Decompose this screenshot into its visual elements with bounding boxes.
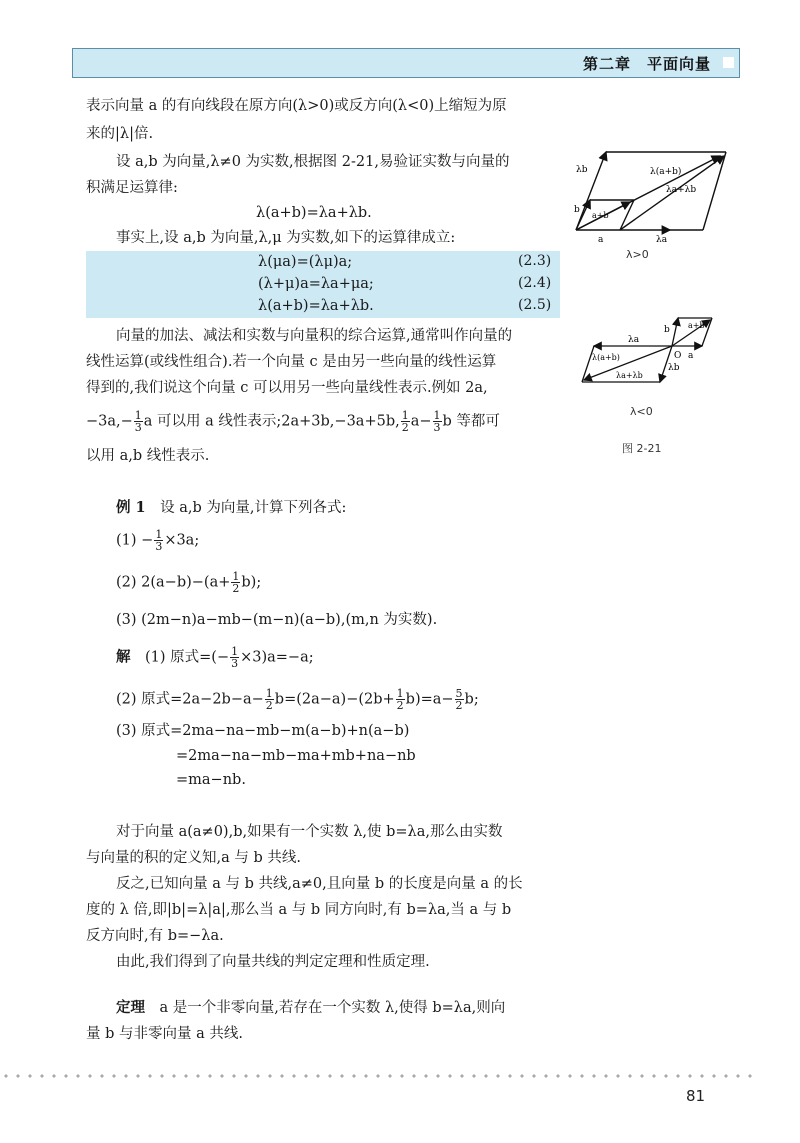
chapter-title: 第二章 平面向量 (582, 55, 711, 73)
fig-bottom-label-O: O (674, 351, 682, 361)
para5-line2: 与向量的积的定义知,a 与 b 共线. (86, 850, 301, 866)
para4-line1: 向量的加法、减法和实数与向量积的综合运算,通常叫作向量的 (116, 328, 513, 344)
example-q2: (2) 2(a−b)−(a+ $\frac{1}{2}$ b); (116, 570, 262, 595)
fig-top-label-b: b (574, 205, 580, 215)
para2-line1: 设 a,b 为向量,λ≠0 为实数,根据图 2-21,易验证实数与向量的 (116, 154, 510, 170)
chapter-header (72, 48, 740, 78)
fig-top-label-la: λa (656, 235, 668, 245)
law-number-1: (2.3) (518, 253, 552, 269)
law-eq-2: (λ+μ)a=λa+μa; (258, 276, 374, 292)
figure-caption-negative: λ<0 (630, 405, 653, 418)
solution-3-line2: =2ma−na−mb−ma+mb+na−nb (176, 748, 416, 764)
para6-line2: 度的 λ 倍,即|b|=λ|a|,那么当 a 与 b 同方向时,有 b=λa,当 a 与 b (86, 902, 512, 918)
para2-line2: 积满足运算律: (86, 180, 178, 196)
fraction-one-half: $\frac{1}{2}$ (401, 409, 409, 434)
fig-top-label-a: a (598, 235, 604, 245)
para4-line3: 得到的,我们说这个向量 c 可以用另一些向量线性表示.例如 2a, (86, 380, 488, 396)
solution-2: (2) 原式=2a−2b−a− $\frac{1}{2}$ b=(2a−a)−(2b+ $\frac{1}{2}$ b)=a− $\frac{5}{2}$ b; (116, 687, 479, 712)
solution-3-line1: (3) 原式=2ma−na−mb−m(a−b)+n(a−b) (116, 723, 410, 739)
fig-bottom-label-lb: λb (668, 363, 680, 373)
header-square-decoration (723, 57, 734, 68)
para7-line1: 由此,我们得到了向量共线的判定定理和性质定理. (116, 954, 430, 970)
para4-line4: −3a,− $\frac{1}{3}$ a 可以用 a 线性表示;2a+3b,−3a+5b, $\frac{1}{2}$ a− $\frac{1}{3}$ b 等都可 (86, 409, 500, 434)
para3-line1: 事实上,设 a,b 为向量,λ,μ 为实数,如下的运算律成立: (116, 230, 456, 246)
para4-line2: 线性运算(或线性组合).若一个向量 c 是由另一些向量的线性运算 (86, 354, 497, 370)
para6-line3: 反方向时,有 b=−λa. (86, 928, 224, 944)
fig-top-label-lb: λb (576, 165, 588, 175)
fig-bottom-label-la: λa (628, 335, 640, 345)
fig-bottom-label-b: b (664, 325, 670, 335)
figure-top-parallelogram (568, 138, 748, 258)
theorem-line2: 量 b 与非零向量 a 共线. (86, 1026, 243, 1042)
example-q3: (3) (2m−n)a−mb−(m−n)(a−b),(m,n 为实数). (116, 612, 438, 628)
solution-label: 解 (116, 648, 131, 666)
law-eq-1: λ(μa)=(λμ)a; (258, 254, 353, 270)
para1-line1: 表示向量 a 的有向线段在原方向(λ>0)或反方向(λ<0)上缩短为原 (86, 98, 507, 114)
example-label: 例 1 (116, 499, 146, 516)
law-number-2: (2.4) (518, 275, 552, 291)
example-1-heading: 例 1 设 a,b 为向量,计算下列各式: (116, 499, 347, 516)
law-number-3: (2.5) (518, 297, 552, 313)
fig-bottom-label-lab: λ(a+b) (592, 353, 620, 362)
law-eq-3: λ(a+b)=λa+λb. (258, 298, 374, 314)
figure-caption-positive: λ>0 (626, 248, 649, 261)
fig-top-label-lalb: λa+λb (666, 185, 697, 195)
figure-caption: 图 2-21 (622, 442, 662, 455)
footer-dotted-line (0, 1074, 760, 1078)
para1-line2: 来的|λ|倍. (86, 126, 154, 142)
example-q1: (1) − $\frac{1}{3}$ ×3a; (116, 528, 200, 553)
fraction-one-third: $\frac{1}{3}$ (134, 409, 142, 434)
fig-top-label-lab: λ(a+b) (650, 167, 682, 177)
solution-1: 解 (1) 原式=(− $\frac{1}{3}$ ×3)a=−a; (116, 645, 314, 670)
figure-bottom-parallelogram (572, 308, 752, 398)
para4-line5: 以用 a,b 线性表示. (86, 448, 210, 464)
page-number: 81 (686, 1087, 706, 1105)
fig-bottom-label-lalb: λa+λb (616, 371, 643, 380)
para6-line1: 反之,已知向量 a 与 b 共线,a≠0,且向量 b 的长度是向量 a 的长 (116, 876, 523, 892)
distributive-equation: λ(a+b)=λa+λb. (256, 205, 372, 221)
theorem-label: 定理 (116, 999, 145, 1016)
fig-bottom-label-a: a (688, 351, 694, 361)
fig-bottom-label-apb: a+b (688, 321, 705, 330)
solution-3-line3: =ma−nb. (176, 772, 246, 788)
theorem-line1: 定理 a 是一个非零向量,若存在一个实数 λ,使得 b=λa,则向 (116, 999, 506, 1016)
fraction-one-third: $\frac{1}{3}$ (433, 409, 441, 434)
fig-top-label-apb: a+b (592, 211, 609, 220)
para5-line1: 对于向量 a(a≠0),b,如果有一个实数 λ,使 b=λa,那么由实数 (116, 824, 503, 840)
